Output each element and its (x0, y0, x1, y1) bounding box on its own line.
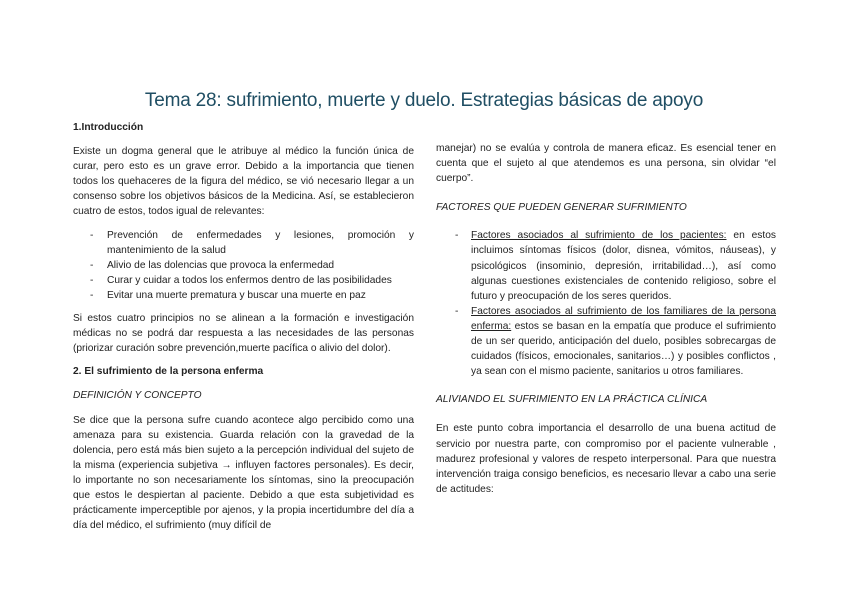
list-item: - Curar y cuidar a todos los enfermos dentro de las posibilidades (73, 273, 414, 288)
factors-list (436, 228, 776, 379)
list-item: - Evitar una muerte prematura y buscar una muerte en paz (73, 288, 414, 303)
continued-paragraph: manejar) no se evalúa y controla de manera eficaz. Es esencial tener en cuenta que el sujeto al que atendemos es una persona, sin olvidar “el cuerpo”. (436, 143, 776, 185)
principles-paragraph: Si estos cuatro principios no se alinean a la formación e investigación médicas no se podrá dar respuesta a las necesidades de las personas (priorizar curación sobre prevención,muerte pacífica o alivio del dolor). (73, 313, 414, 355)
subheading-factors: FACTORES QUE PUEDEN GENERAR SUFRIMIENTO (436, 202, 687, 214)
left-column (73, 120, 414, 541)
list-item: - Alivio de las dolencias que provoca la enfermedad (73, 258, 414, 273)
section-heading-suffering: 2. El sufrimiento de la persona enferma (73, 366, 264, 378)
factor-text: estos se basan en la empatía que produce el sufrimiento de un ser querido, anticipación del duelo, posibles sobrecargas de cuidados (físicos, emocionales, sanitarios…) y posibles conflictos , ya sean con el mismo paciente, sanitarios u otros familiares. (471, 320, 776, 378)
list-item: - Prevención de enfermedades y lesiones, promoción y mantenimiento de la salud (73, 228, 414, 258)
right-column (436, 141, 776, 505)
intro-paragraph: Existe un dogma general que le atribuye al médico la función única de curar, pero esto es un grave error. Debido a la importancia que tienen todos los quehaceres de la figura del médico, se vió necesario llegar a un consenso sobre los objetivos básicos de la Medicina. Así, se establecieron cuatro de estos, todos igual de relevantes: (73, 146, 414, 218)
subheading-definition: DEFINICIÓN Y CONCEPTO (73, 390, 202, 402)
section-heading-intro: 1.Introducción (73, 122, 144, 133)
factor-label: Factores asociados al sufrimiento de los pacientes: (471, 230, 727, 242)
list-item (436, 228, 776, 303)
relief-paragraph: En este punto cobra importancia el desarrollo de una buena actitud de servicio por nuestra parte, con compromiso por el paciente vulnerable , madurez profesional y valores de respeto interpersonal. Para que nuestra intervención traiga consigo beneficios, es necesario llevar a cabo una serie de actitudes: (436, 423, 776, 495)
definition-paragraph: Se dice que la persona sufre cuando acontece algo percibido como una amenaza para su existencia. Guarda relación con la gravedad de la dolencia, pero está más bien sujeto a la percepción individual del sujeto de la misma (experiencia subjetiva → influyen factores personales). Es decir, lo importante no son necesariamente los síntomas, sino la preocupación que estos le despiertan al paciente. Debido a que esta subjetividad es prácticamente imperceptible por ajenos, y la propia incertidumbre del día a día del médico, el sufrimiento (muy difícil de (73, 414, 414, 532)
list-item (436, 304, 776, 379)
objectives-list (73, 228, 414, 303)
page-title: Tema 28: sufrimiento, muerte y duelo. Estrategias básicas de apoyo (144, 90, 704, 111)
subheading-relief: ALIVIANDO EL SUFRIMIENTO EN LA PRÁCTICA CLÍNICA (436, 394, 708, 406)
factor-label: Factores asociados al sufrimiento de los familiares de la persona enferma: (471, 305, 776, 332)
factor-text: en estos incluimos síntomas físicos (dolor, disnea, vómitos, náuseas), y psicológicos (insominio, depresión, irritabilidad…), así como algunas cuestiones existenciales de contenido religioso, sobre el futuro y preocupación de los seres queridos. (471, 230, 776, 302)
